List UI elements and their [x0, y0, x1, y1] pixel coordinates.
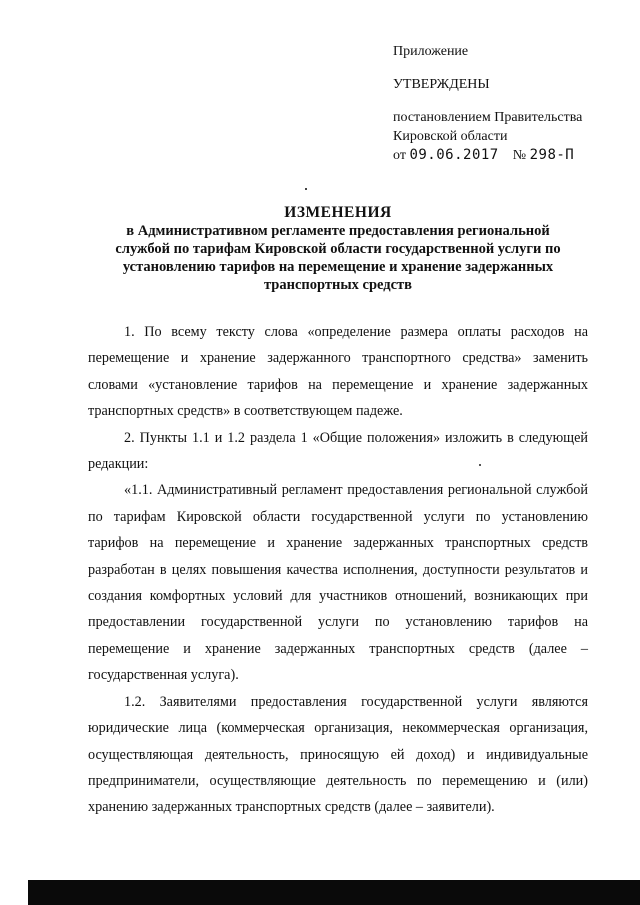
document-title	[0, 204, 640, 294]
date-number-line	[393, 146, 633, 165]
title-line-3: установлению тарифов на перемещение и хранение задержанных	[122, 259, 554, 275]
title-line-4: транспортных средств	[263, 277, 413, 293]
scan-edge-bar	[28, 880, 640, 905]
title-heading: ИЗМЕНЕНИЯ	[284, 204, 392, 221]
handwritten-date: 09.06.2017	[409, 147, 499, 163]
paragraph-3: «1.1. Административный регламент предоставления региональной службой по тарифам Кировской области государственной услуги по установлению тарифов на перемещение и хранение задержанных транспортных средств разработан в целях повышения качества исполнения, доступности результатов и создания комфортных условий для участников отношений, возникающих при предоставлении государственной услуги по установлению тарифов на перемещение и хранение задержанных транспортных средств (далее – государственная услуга).	[88, 482, 588, 684]
scan-speck	[305, 188, 307, 190]
title-line-1: в Административном регламенте предоставления региональной	[126, 223, 550, 239]
resolution-line: постановлением Правительства	[393, 110, 583, 125]
document-body	[88, 319, 588, 821]
region-line: Кировской области	[393, 129, 508, 144]
title-line-2: службой по тарифам Кировской области государственной услуги по	[115, 241, 561, 257]
approved-label: УТВЕРЖДЕНЫ	[393, 77, 490, 92]
approval-block	[393, 42, 633, 165]
paragraph-2: 2. Пункты 1.1 и 1.2 раздела 1 «Общие положения» изложить в следующей редакции:	[88, 429, 588, 473]
date-prefix: от	[393, 148, 406, 163]
handwritten-number: 298-П	[529, 147, 575, 163]
scan-speck-2	[479, 464, 481, 466]
paragraph-4: 1.2. Заявителями предоставления государственной услуги являются юридические лица (коммерческая организация, некоммерческая организация, осуществляющая деятельность, приносящую ей доход) и индивидуальные предприниматели, осуществляющие деятельность по перемещению и (или) хранению задержанных транспортных средств (далее – заявители).	[88, 693, 588, 816]
paragraph-1: 1. По всему тексту слова «определение размера оплаты расходов на перемещение и хранение задержанного транспортного средства» заменить словами «установление тарифов на перемещение и хранение задержанных транспортных средств» в соответствующем падеже.	[88, 324, 588, 420]
appendix-label: Приложение	[393, 44, 469, 59]
number-prefix: №	[512, 148, 527, 163]
